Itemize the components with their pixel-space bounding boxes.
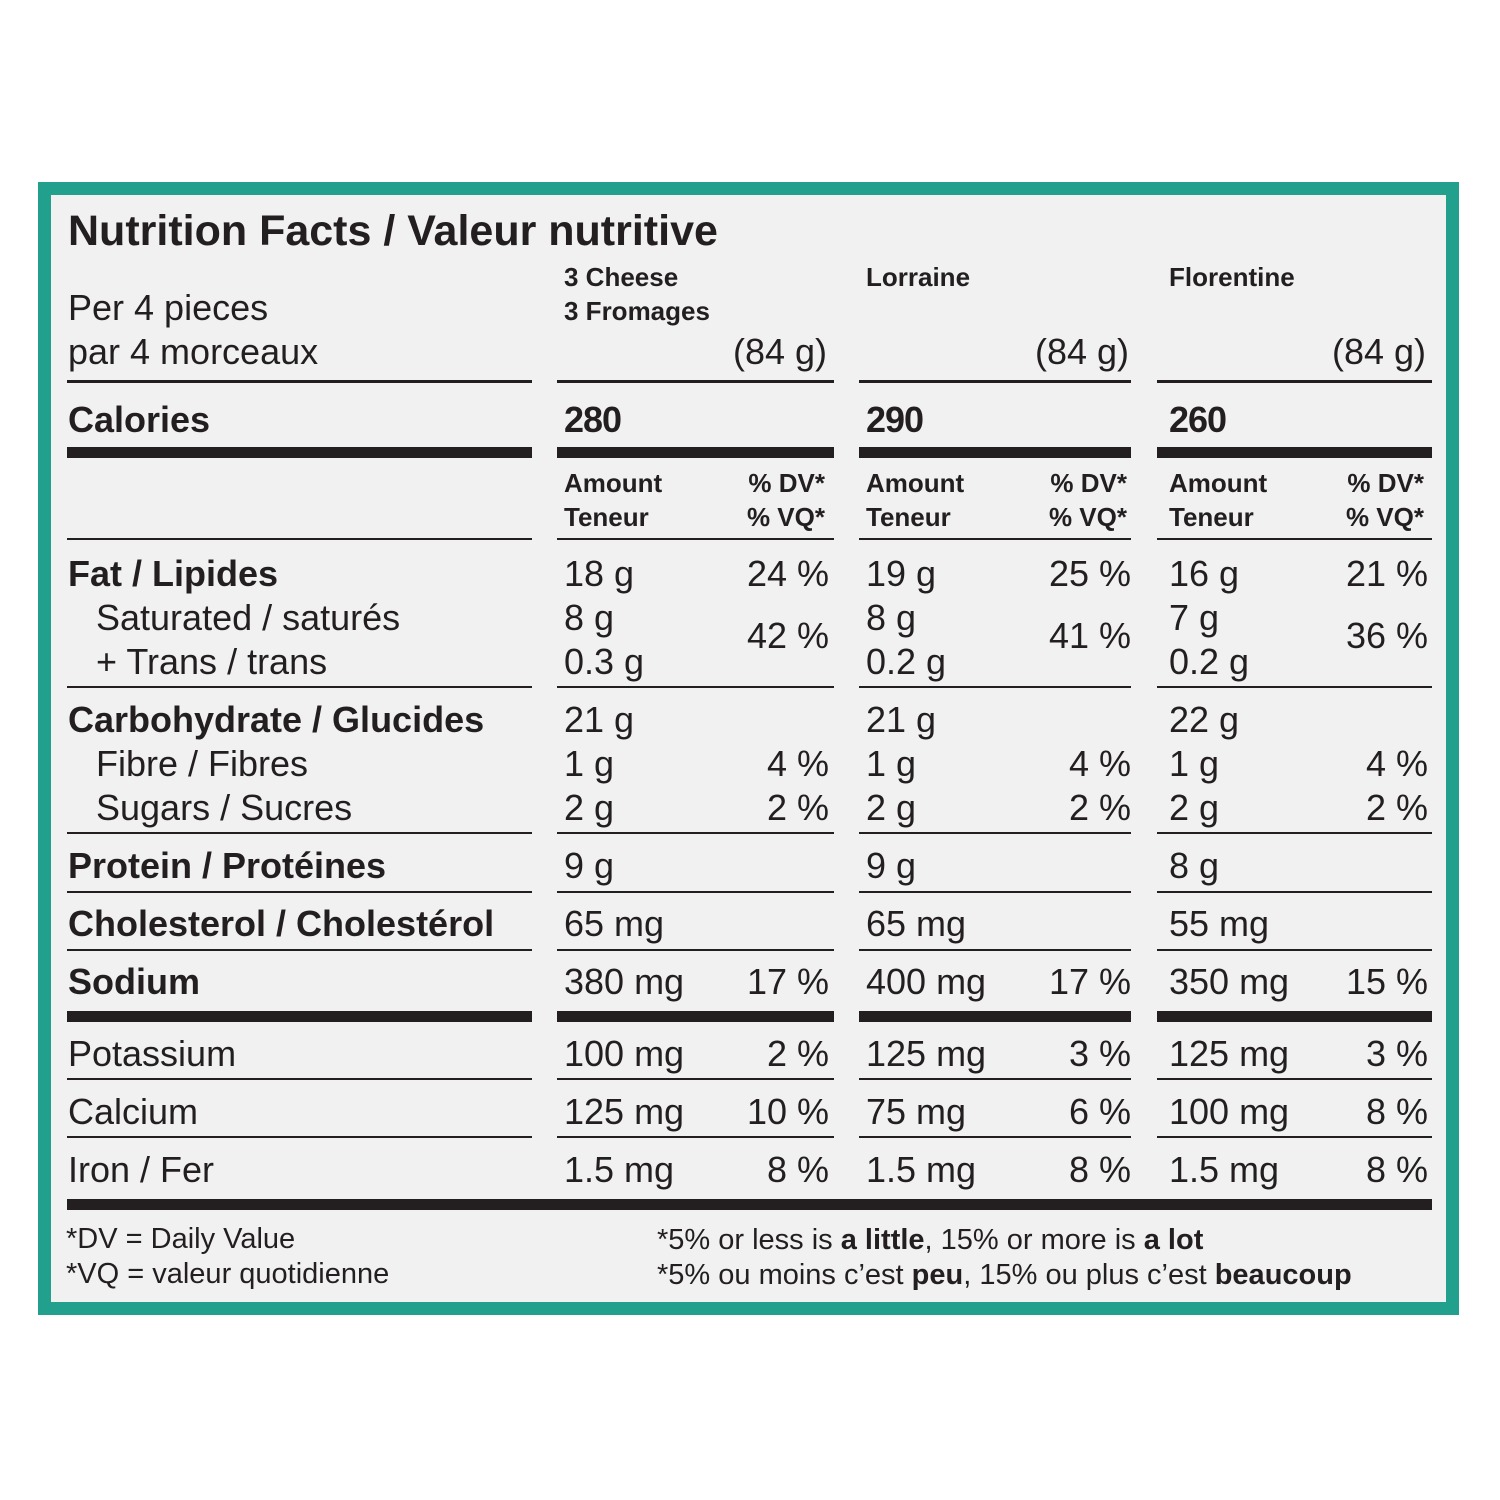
footnote-fr-part: peu [911,1259,964,1291]
amount-header-fr: Teneur [564,502,649,532]
sodium-label: Sodium [68,961,200,1002]
rule-sodium-thick [557,1011,834,1022]
footnote-fr-part: *5% ou moins c’est [657,1259,912,1291]
fat-dv: 24 % [746,553,829,594]
iron-value: 1.5 mg [866,1149,977,1190]
calories-label: Calories [68,399,211,440]
fibre-value: 1 g [866,743,917,784]
rule-serving [67,380,532,383]
rule-potassium [1157,1078,1432,1080]
sodium-value: 400 mg [866,961,987,1002]
sodium-dv: 17 % [746,961,829,1002]
trans-value: 0.3 g [564,641,645,682]
rule-sodium-thick [859,1011,1131,1022]
saturated-label: Saturated / saturés [96,597,401,638]
cholesterol-value: 65 mg [866,903,967,944]
footnote-en-part: a lot [1143,1224,1204,1256]
rule-sodium-thick [67,1011,532,1022]
rule-fat [557,686,834,688]
iron-dv: 8 % [1365,1149,1428,1190]
iron-value: 1.5 mg [1169,1149,1280,1190]
saturated-value: 8 g [866,597,917,638]
footnote-dv: *DV = Daily Value [66,1223,296,1255]
rule-cholesterol [1157,949,1432,951]
footnote-en [657,1226,1203,1255]
rule-serving [859,380,1131,383]
rule-calcium [1157,1136,1432,1138]
sodium-value: 380 mg [564,961,685,1002]
potassium-dv: 2 % [766,1033,829,1074]
sodium-value: 350 mg [1169,961,1290,1002]
sugars-dv: 2 % [1365,787,1428,828]
dv-header: % DV* [748,468,825,498]
iron-value: 1.5 mg [564,1149,675,1190]
calories-value: 290 [866,399,924,440]
footnote-en-part: , 15% or more is [924,1224,1144,1256]
saturated-value: 7 g [1169,597,1220,638]
rule-carbohydrate [557,832,834,834]
product-name: Florentine [1169,262,1295,292]
protein-value: 8 g [1169,845,1220,886]
nutrition-label [51,195,1446,1302]
iron-label: Iron / Fer [68,1149,215,1190]
product-weight: (84 g) [1034,331,1129,372]
sugars-dv: 2 % [766,787,829,828]
dv-header-fr: % VQ* [1048,502,1127,532]
sat-trans-dv: 42 % [746,615,829,656]
fibre-dv: 4 % [1365,743,1428,784]
calcium-value: 125 mg [564,1091,685,1132]
rule-potassium [859,1078,1131,1080]
rule-serving [557,380,834,383]
product-name-line2: 3 Fromages [564,296,710,326]
rule-calories-thick [557,447,834,458]
sugars-dv: 2 % [1068,787,1131,828]
fat-value: 16 g [1169,553,1240,594]
dv-header-fr: % VQ* [1345,502,1424,532]
fibre-dv: 4 % [766,743,829,784]
calcium-value: 100 mg [1169,1091,1290,1132]
footnote-fr-part: , 15% ou plus c’est [963,1259,1215,1291]
rule-cholesterol [859,949,1131,951]
calcium-dv: 6 % [1068,1091,1131,1132]
dv-header-fr: % VQ* [746,502,825,532]
fat-value: 18 g [564,553,635,594]
footnote-fr [657,1261,1352,1290]
rule-header [1157,538,1432,540]
rule-carbohydrate [67,832,532,834]
fibre-value: 1 g [564,743,615,784]
amount-header: Amount [1169,468,1268,498]
rule-calcium [859,1136,1131,1138]
potassium-dv: 3 % [1068,1033,1131,1074]
rule-header [67,538,532,540]
iron-dv: 8 % [1068,1149,1131,1190]
carbohydrate-label: Carbohydrate / Glucides [68,699,485,740]
carbohydrate-value: 22 g [1169,699,1240,740]
serving-size-fr: par 4 morceaux [68,331,319,372]
rule-header [557,538,834,540]
product-name: 3 Cheese [564,262,679,292]
iron-dv: 8 % [766,1149,829,1190]
fibre-value: 1 g [1169,743,1220,784]
saturated-value: 8 g [564,597,615,638]
rule-cholesterol [557,949,834,951]
trans-value: 0.2 g [866,641,947,682]
rule-header [859,538,1131,540]
amount-header: Amount [866,468,965,498]
sat-trans-dv: 36 % [1345,615,1428,656]
protein-value: 9 g [564,845,615,886]
rule-fat [859,686,1131,688]
cholesterol-value: 55 mg [1169,903,1270,944]
calcium-label: Calcium [68,1091,199,1132]
trans-value: 0.2 g [1169,641,1250,682]
rule-protein [859,891,1131,893]
rule-protein [67,891,532,893]
serving-size-en: Per 4 pieces [68,287,269,328]
amount-header-fr: Teneur [866,502,951,532]
dv-header: % DV* [1347,468,1424,498]
sodium-dv: 17 % [1048,961,1131,1002]
amount-header-fr: Teneur [1169,502,1254,532]
rule-cholesterol [67,949,532,951]
dv-header: % DV* [1050,468,1127,498]
rule-serving [1157,380,1432,383]
trans-label: + Trans / trans [96,641,328,682]
rule-carbohydrate [1157,832,1432,834]
rule-bottom-thick [67,1199,1432,1210]
calcium-dv: 10 % [746,1091,829,1132]
calcium-value: 75 mg [866,1091,967,1132]
fat-dv: 21 % [1345,553,1428,594]
rule-calories-thick [1157,447,1432,458]
fat-dv: 25 % [1048,553,1131,594]
fat-value: 19 g [866,553,937,594]
rule-protein [557,891,834,893]
rule-carbohydrate [859,832,1131,834]
potassium-value: 125 mg [866,1033,987,1074]
cholesterol-value: 65 mg [564,903,665,944]
sat-trans-dv: 41 % [1048,615,1131,656]
fibre-label: Fibre / Fibres [96,743,309,784]
potassium-value: 125 mg [1169,1033,1290,1074]
rule-potassium [557,1078,834,1080]
rule-calcium [67,1136,532,1138]
product-weight: (84 g) [1331,331,1426,372]
sugars-value: 2 g [1169,787,1220,828]
protein-value: 9 g [866,845,917,886]
fibre-dv: 4 % [1068,743,1131,784]
product-weight: (84 g) [732,331,827,372]
calories-value: 260 [1169,399,1227,440]
footnote-vq: *VQ = valeur quotidienne [66,1258,390,1290]
rule-fat [67,686,532,688]
rule-calories-thick [859,447,1131,458]
amount-header: Amount [564,468,663,498]
fat-label: Fat / Lipides [68,553,279,594]
rule-calcium [557,1136,834,1138]
carbohydrate-value: 21 g [866,699,937,740]
footnote-en-part: *5% or less is [657,1224,841,1256]
potassium-value: 100 mg [564,1033,685,1074]
sugars-value: 2 g [866,787,917,828]
calcium-dv: 8 % [1365,1091,1428,1132]
cholesterol-label: Cholesterol / Cholestérol [68,903,495,944]
rule-calories-thick [67,447,532,458]
rule-potassium [67,1078,532,1080]
rule-sodium-thick [1157,1011,1432,1022]
sugars-value: 2 g [564,787,615,828]
sugars-label: Sugars / Sucres [96,787,353,828]
rule-fat [1157,686,1432,688]
footnote-en-part: a little [840,1224,925,1256]
sodium-dv: 15 % [1345,961,1428,1002]
calories-value: 280 [564,399,622,440]
potassium-dv: 3 % [1365,1033,1428,1074]
protein-label: Protein / Protéines [68,845,387,886]
page-title: Nutrition Facts / Valeur nutritive [68,207,718,255]
product-name: Lorraine [866,262,971,292]
carbohydrate-value: 21 g [564,699,635,740]
rule-protein [1157,891,1432,893]
footnote-fr-part: beaucoup [1214,1259,1352,1291]
potassium-label: Potassium [68,1033,237,1074]
